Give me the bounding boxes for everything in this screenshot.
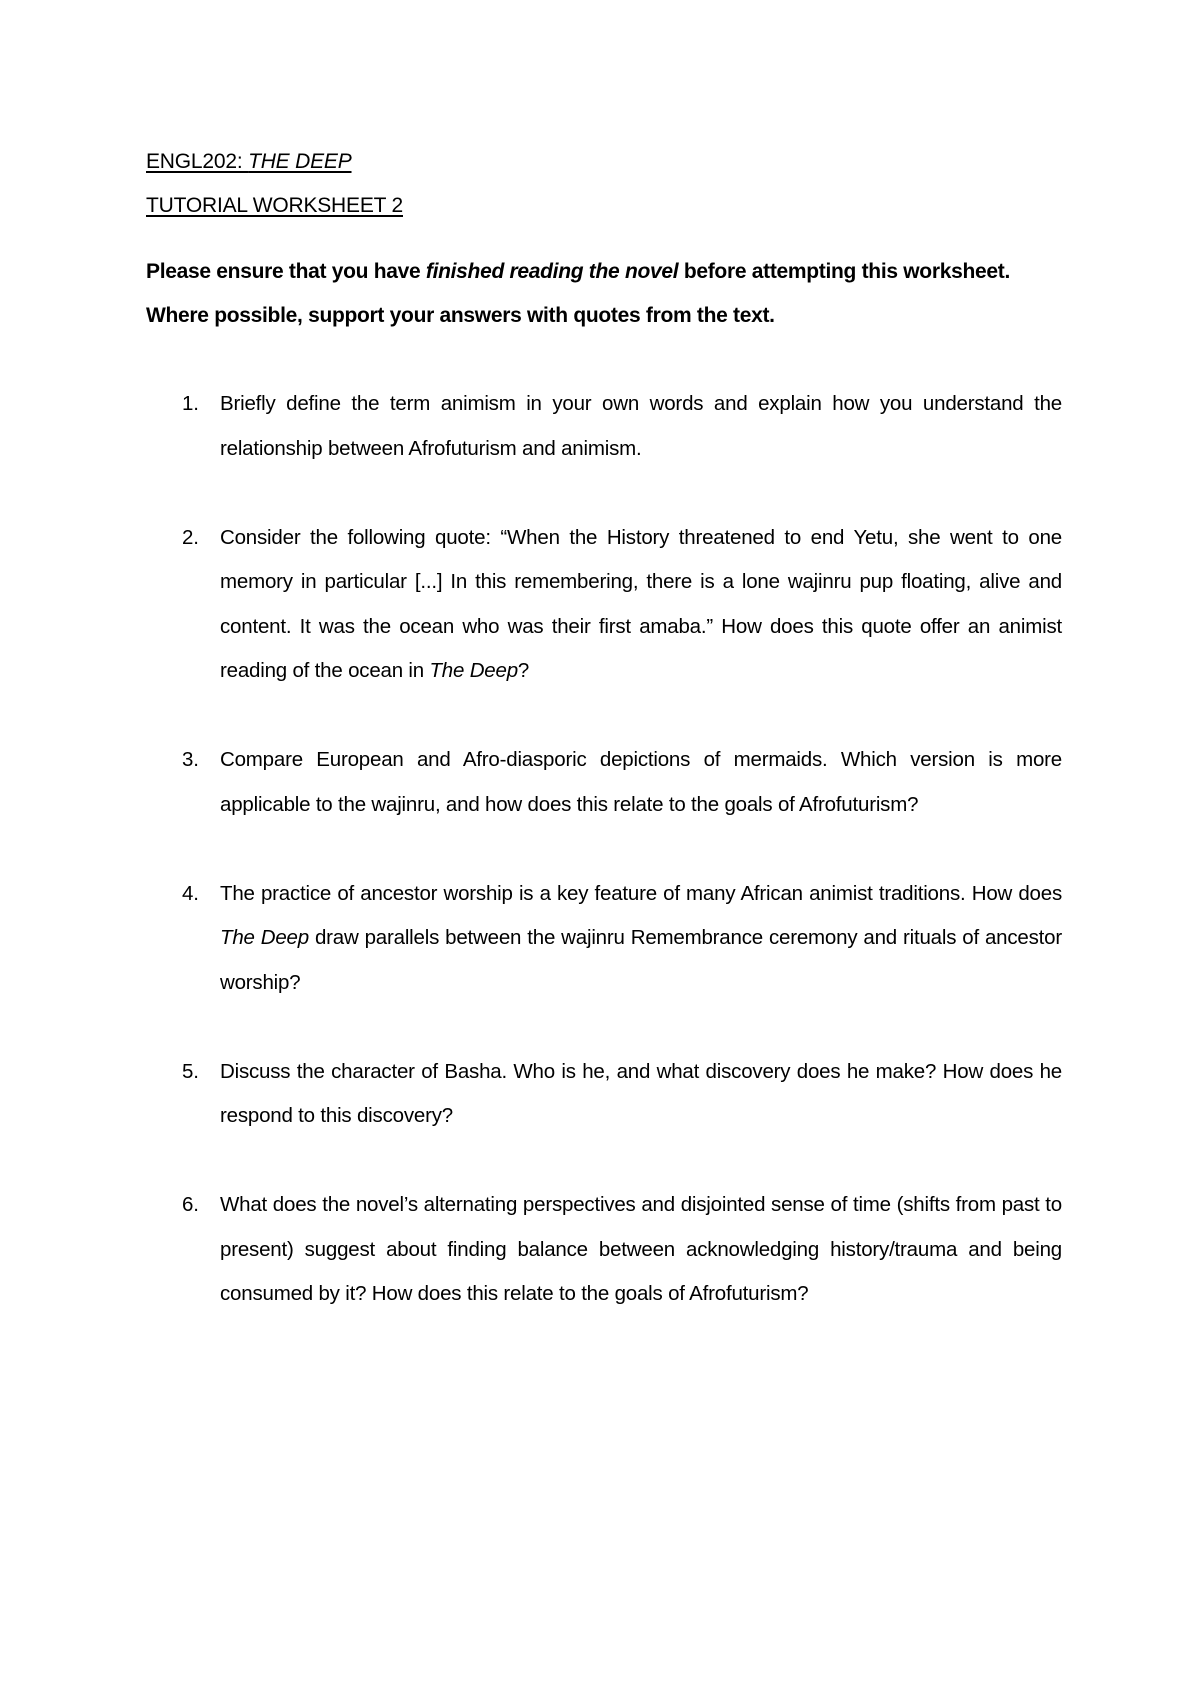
question-number: 4. <box>182 881 199 905</box>
question-text: Discuss the character of Basha. Who is he, and what discovery does he make? How does he respond to this discovery? <box>220 1059 1062 1127</box>
question-list <box>146 382 1062 1317</box>
question-number: 2. <box>182 525 199 549</box>
question-number: 1. <box>182 392 199 415</box>
worksheet-page <box>146 140 1062 1361</box>
course-title: THE DEEP <box>248 150 352 173</box>
question-number: 5. <box>182 1059 199 1083</box>
question-6 <box>146 1183 1062 1317</box>
question-2 <box>146 516 1062 694</box>
course-heading <box>146 140 1062 184</box>
novel-title: The Deep <box>220 926 309 949</box>
worksheet-title: TUTORIAL WORKSHEET 2 <box>146 194 403 217</box>
question-5 <box>146 1050 1062 1139</box>
instructions <box>146 250 1062 338</box>
instructions-emphasis: finished reading the novel <box>425 260 679 283</box>
question-text-end: ? <box>517 659 530 682</box>
question-text: Compare European and Afro-diasporic depictions of mermaids. Which version is more applicable to the wajinru, and how does this relate to the goals of Afrofuturism? <box>220 748 1062 816</box>
instructions-part-2: before attempting this worksheet. Where possible, support your answers with quotes from the text. <box>146 260 1010 327</box>
question-text: Consider the following quote: “When the History threatened to end Yetu, she went to one memory in particular [...] In this remembering, there is a lone wajinru pup floating, alive and content. It was the ocean who was their first amaba.” How does this quote offer an animist reading of the ocean in <box>220 525 1062 682</box>
course-code: ENGL202: <box>146 150 249 173</box>
question-number: 6. <box>182 1193 199 1216</box>
instructions-part-1: Please ensure that you have <box>146 260 426 283</box>
question-3 <box>146 738 1062 827</box>
novel-title: The Deep <box>429 659 518 682</box>
question-text: What does the novel’s alternating perspectives and disjointed sense of time (shifts from past to present) suggest about finding balance between acknowledging history/trauma and being consumed by it? How does this relate to the goals of Afrofuturism? <box>220 1193 1062 1305</box>
question-text-end: draw parallels between the wajinru Remembrance ceremony and rituals of ancestor worship? <box>220 926 1063 994</box>
question-text: The practice of ancestor worship is a key feature of many African animist traditions. How does <box>220 881 1062 905</box>
question-4 <box>146 872 1062 1006</box>
question-number: 3. <box>182 748 199 771</box>
question-1 <box>146 382 1062 471</box>
question-text: Briefly define the term animism in your own words and explain how you understand the relationship between Afrofuturism and animism. <box>220 392 1062 460</box>
